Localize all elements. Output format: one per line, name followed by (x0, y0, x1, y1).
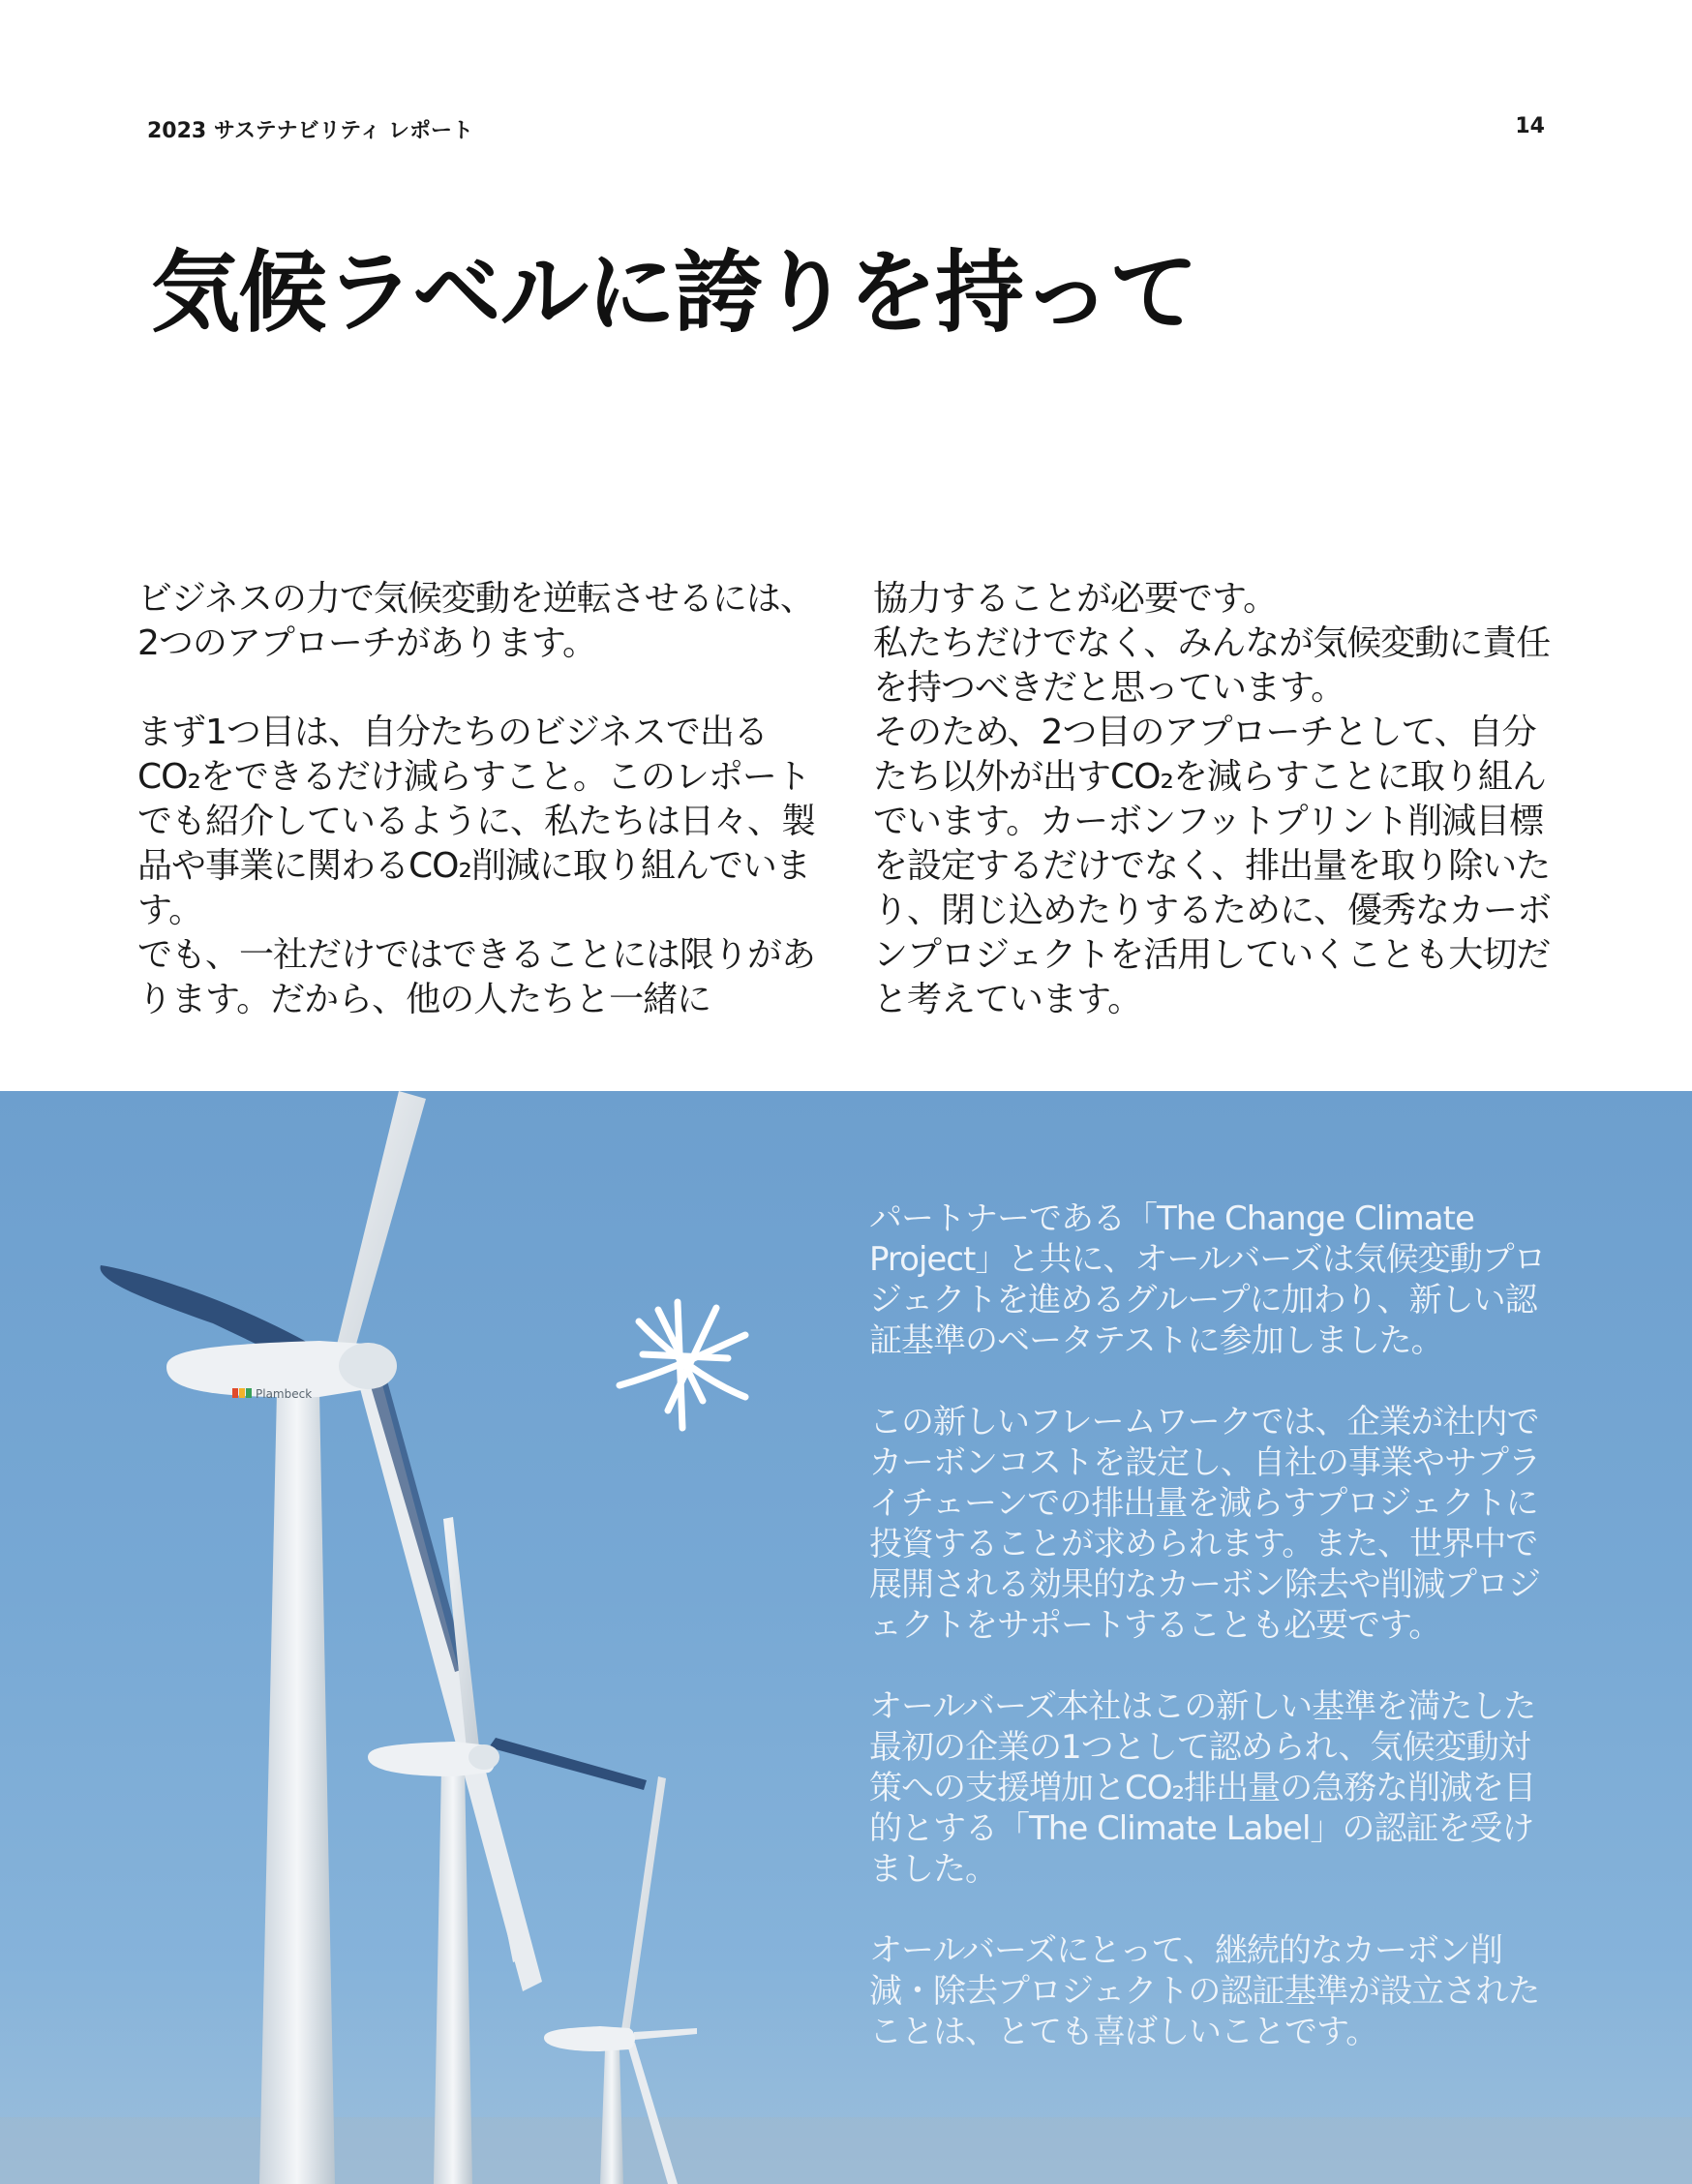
turbine-logo-text: Plambeck (256, 1387, 313, 1401)
overlay-paragraph-2: この新しいフレームワークでは、企業が社内でカーボンコストを設定し、自社の事業やサプライチェーンでの排出量を減らすプロジェクトに投資することが求められます。また、世界中で展開される効果的なカーボン除去や削減プロジェクトをサポートすることも必要です。 (869, 1403, 1540, 1645)
right-paragraph-3: そのため、2つ目のアプローチとして、自分たち以外が出すCO₂を減らすことに取り組んでいます。カーボンフットプリント削減目標を設定するだけでなく、排出量を取り除いたり、閉じ込めたりするために、優秀なカーボンプロジェクトを活用していくことも大切だと考えています。 (873, 713, 1552, 1019)
asterisk-doodle-icon (619, 1302, 745, 1428)
turbine-large (101, 1091, 542, 2184)
right-paragraph-1: 協力することが必要です。 (873, 579, 1278, 619)
left-paragraph-2: まず1つ目は、自分たちのビジネスで出るCO₂をできるだけ減らすこと。このレポートでも紹介しているように、私たちは日々、製品や事業に関わるCO₂削減に取り組んでいます。 (137, 713, 816, 930)
page-title: 気候ラベルに誇りを持って (151, 241, 1197, 345)
left-column (137, 577, 815, 1022)
right-column (873, 577, 1551, 1022)
left-paragraph-3: でも、一社だけではできることには限りがあります。だから、他の人たちと一緒に (137, 935, 816, 1019)
photo-overlay-text (869, 1198, 1556, 2093)
left-paragraph-1: ビジネスの力で気候変動を逆転させるには、2つのアプローチがあります。 (137, 579, 814, 663)
page-number: 14 (1515, 114, 1545, 138)
right-paragraph-2: 私たちだけでなく、みんなが気候変動に責任を持つべきだと思っています。 (873, 623, 1551, 708)
overlay-paragraph-4: オールバーズにとって、継続的なカーボン削減・除去プロジェクトの認証基準が設立されたことは、とても喜ばしいことです。 (869, 1931, 1540, 2051)
running-header (147, 114, 1545, 144)
report-title: 2023 サステナビリティ レポート (147, 119, 474, 143)
overlay-paragraph-1: パートナーである「The Change Climate Project」と共に、オールバーズは気候変動プロジェクトを進めるグループに加わり、新しい認証基準のベータテストに参加しました。 (869, 1199, 1546, 1360)
overlay-paragraph-3: オールバーズ本社はこの新しい基準を満たした最初の企業の1つとして認められ、気候変動対策への支援増加とCO₂排出量の急務な削減を目的とする「The Climate Label」の認証を受けました。 (869, 1687, 1536, 1889)
